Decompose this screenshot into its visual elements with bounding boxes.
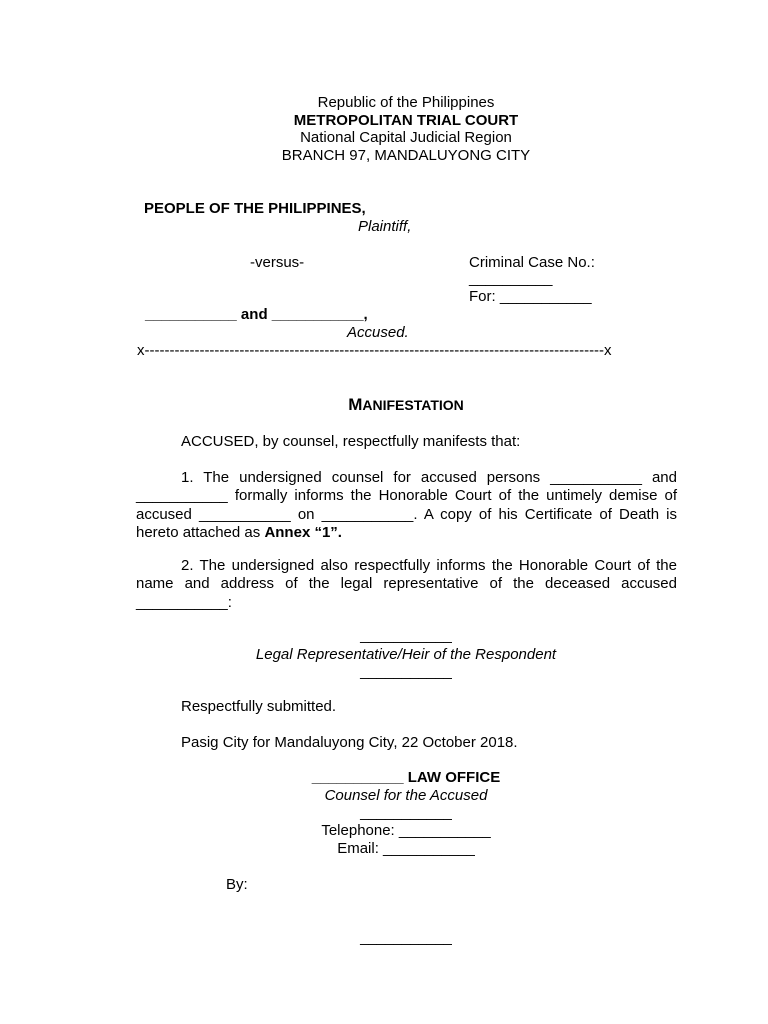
address-blank: ___________: [360, 804, 452, 821]
paragraph-2: 2. The undersigned also respectfully informs the Honorable Court of the name and address of the legal representative of the deceased accused ___________:: [136, 557, 677, 611]
case-no-label: Criminal Case No.:: [469, 254, 595, 271]
caption-separator: x--------------------------------------------------------------------------------------------x: [137, 342, 612, 359]
title-first-letter: M: [348, 395, 363, 414]
plaintiff-name: PEOPLE OF THE PHILIPPINES,: [144, 200, 366, 217]
telephone-line: Telephone: ___________: [321, 822, 491, 839]
place-and-date: Pasig City for Mandaluyong City, 22 October 2018.: [181, 734, 518, 751]
representative-label: Legal Representative/Heir of the Respondent: [255, 646, 557, 663]
by-label: By:: [226, 876, 248, 893]
representative-blank-bottom: ___________: [360, 663, 452, 680]
counsel-label: Counsel for the Accused: [324, 787, 488, 804]
header-branch: BRANCH 97, MANDALUYONG CITY: [281, 147, 531, 164]
for-label: For: ___________: [469, 288, 592, 305]
email-line: Email: ___________: [337, 840, 475, 857]
document-title: [0, 396, 768, 415]
representative-blank-top: ___________: [360, 627, 452, 644]
respectfully-submitted: Respectfully submitted.: [181, 698, 337, 715]
paragraph-1-text: 1. The undersigned counsel for accused persons ___________ and ___________ formally informs the Honorable Court of the untimely demise of accused ___________ on ___________. A copy of his Certificate of Death is hereto attached as: [136, 469, 677, 541]
header-republic: Republic of the Philippines: [317, 94, 495, 111]
signature-blank: ___________: [360, 929, 452, 946]
accused-role: Accused.: [347, 324, 409, 341]
law-office: ___________ LAW OFFICE: [311, 769, 501, 786]
intro-text: ACCUSED, by counsel, respectfully manifests that:: [181, 433, 521, 450]
title-rest: ANIFESTATION: [362, 397, 464, 413]
versus-label: -versus-: [250, 254, 305, 271]
accused-names: ___________ and ___________,: [145, 306, 368, 323]
header-region: National Capital Judicial Region: [300, 129, 512, 146]
paragraph-1: [136, 469, 677, 542]
header-court: METROPOLITAN TRIAL COURT: [293, 112, 519, 129]
case-no-blank: __________: [469, 270, 553, 287]
plaintiff-role: Plaintiff,: [358, 218, 412, 235]
annex-reference: Annex “1”.: [264, 523, 342, 541]
